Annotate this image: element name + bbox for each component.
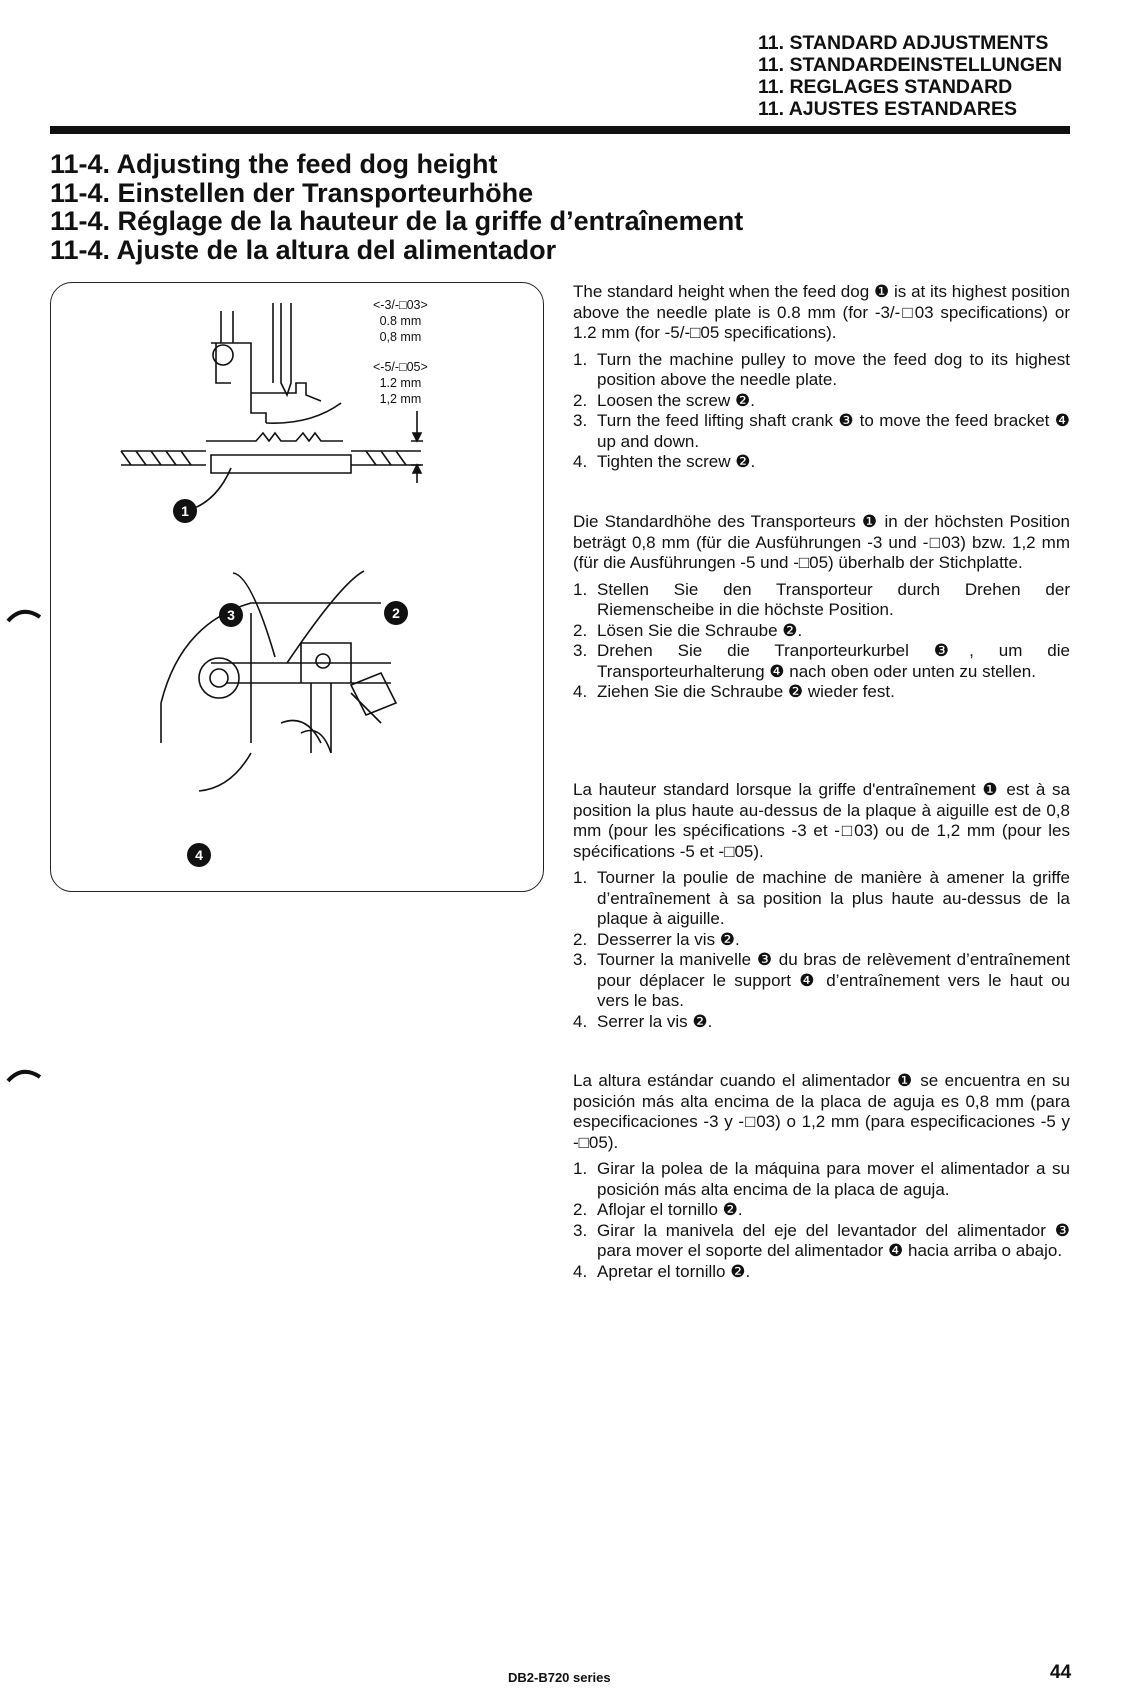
margin-mark (6, 1063, 46, 1085)
title-de: 11-4. Einstellen der Transporteurhöhe (50, 177, 534, 208)
step-text: Girar la polea de la máquina para mover el alimentador a su posición más alta encima de la placa de aguja. (597, 1159, 1070, 1199)
step-text: Aflojar el tornillo ❷. (597, 1200, 743, 1219)
header-line: 11. AJUSTES ESTANDARES (758, 98, 1017, 120)
intro-text: La hauteur standard lorsque la griffe d'entraînement ❶ est à sa position la plus haute au-dessus de la plaque à aiguille est de 0,8 mm (pour les spécifications -3 et -□03) ou de 1,2 mm (pour les spécifications -5 et -□05). (573, 780, 1070, 861)
step-number: 2. (573, 929, 588, 949)
steps-list (573, 1159, 1070, 1282)
step-number: 4. (573, 1011, 588, 1031)
header-line: 11. STANDARDEINSTELLUNGEN (758, 54, 1063, 76)
step-item (573, 1262, 1070, 1283)
step-item (573, 1200, 1070, 1221)
step-number: 2. (573, 390, 588, 410)
step-number: 1. (573, 349, 588, 369)
callout-4: 4 (187, 843, 211, 867)
step-text: Lösen Sie die Schraube ❷. (597, 620, 803, 640)
step-text: Ziehen Sie die Schraube ❷ wieder fest. (597, 682, 895, 701)
step-text: Stellen Sie den Transporteur durch Drehen der Riemenscheibe in die höchste Position. (597, 579, 1070, 619)
callout-2: 2 (384, 601, 408, 625)
spec-label: <-3/-□03> (373, 298, 428, 312)
feed-dog-illustration (50, 282, 544, 892)
step-number: 3. (573, 1220, 588, 1240)
spec-5 (373, 359, 428, 407)
step-number: 2. (573, 1200, 588, 1219)
step-number: 1. (573, 579, 588, 599)
step-text: Turn the feed lifting shaft crank ❸ to move the feed bracket ❹ up and down. (597, 411, 1070, 451)
step-number: 1. (573, 1159, 588, 1178)
section-fr (573, 780, 1070, 1032)
intro-text: Die Standardhöhe des Transporteurs ❶ in der höchsten Position beträgt 0,8 mm (für die Ausführungen -3 und -□03) bzw. 1,2 mm (für die Ausführungen -5 und -□05) überhalb der Stichplatte. (573, 512, 1070, 572)
step-text: Tighten the screw ❷. (597, 452, 756, 471)
step-number: 1. (573, 868, 588, 887)
step-number: 3. (573, 641, 588, 660)
section-en (573, 282, 1070, 473)
step-text: Tourner la poulie de machine de manière à amener la griffe d’entraînement à sa position la plus haute au-dessus de la plaque à aiguille. (597, 868, 1070, 928)
step-item (573, 1159, 1070, 1200)
steps-list (573, 350, 1070, 473)
step-text: Desserrer la vis ❷. (597, 929, 740, 949)
step-text: Turn the machine pulley to move the feed dog to its highest position above the needle plate. (597, 349, 1070, 389)
section-de (573, 512, 1070, 703)
spec-value: 1,2 mm (379, 392, 422, 406)
step-number: 4. (573, 1261, 588, 1281)
section-header (758, 32, 1062, 120)
spec-value: 0.8 mm (379, 314, 422, 328)
step-item (573, 621, 1070, 642)
step-item (573, 682, 1070, 703)
margin-mark (6, 603, 46, 625)
spec-value: 1.2 mm (379, 376, 422, 390)
footer-series: DB2-B720 series (508, 1670, 611, 1685)
step-text: Girar la manivela del eje del levantador del alimentador ❸ para mover el soporte del alimentador ❹ hacia arriba o abajo. (597, 1220, 1070, 1260)
step-item (573, 950, 1070, 1012)
callout-1: 1 (173, 499, 197, 523)
header-line: 11. REGLAGES STANDARD (758, 76, 1013, 98)
step-number: 2. (573, 620, 588, 640)
step-item (573, 1012, 1070, 1033)
step-item (573, 411, 1070, 452)
step-number: 3. (573, 411, 588, 430)
intro-text: The standard height when the feed dog ❶ is at its highest position above the needle plate is 0.8 mm (for -3/-□03 specifications) or 1.2 mm (for -5/-□05 specifications). (573, 282, 1070, 342)
title-es: 11-4. Ajuste de la altura del alimentador (50, 234, 557, 265)
steps-list (573, 868, 1070, 1032)
step-item (573, 580, 1070, 621)
steps-list (573, 580, 1070, 703)
step-number: 3. (573, 950, 588, 969)
section-es (573, 1071, 1070, 1282)
step-number: 4. (573, 682, 588, 701)
spec-value: 0,8 mm (379, 330, 422, 344)
presser-foot-shape (211, 303, 321, 423)
intro-text: La altura estándar cuando el alimentador ❶ se encuentra en su posición más alta encima de la placa de aguja es 0,8 mm (para especificaciones -3 y -□03) o 1,2 mm (para especificaciones -5 y -□05). (573, 1071, 1070, 1152)
step-text: Loosen the screw ❷. (597, 390, 755, 410)
step-text: Serrer la vis ❷. (597, 1011, 713, 1031)
illustration-drawing (51, 283, 545, 893)
header-line: 11. STANDARD ADJUSTMENTS (758, 32, 1049, 54)
step-item (573, 1221, 1070, 1262)
page-number: 44 (1050, 1662, 1072, 1683)
step-text: Drehen Sie die Tranporteurkurbel ❸, um die Transporteurhalterung ❹ nach oben oder unten zu stellen. (597, 641, 1070, 681)
step-item (573, 350, 1070, 391)
step-text: Apretar el tornillo ❷. (597, 1261, 751, 1281)
step-item (573, 391, 1070, 412)
spec-label: <-5/-□05> (373, 360, 428, 374)
title-fr: 11-4. Réglage de la hauteur de la griffe d’entraînement (50, 206, 744, 236)
step-item (573, 641, 1070, 682)
step-item (573, 452, 1070, 473)
step-text: Tourner la manivelle ❸ du bras de relèvement d’entraînement pour déplacer le support ❹ d’entraînement vers le haut ou vers le bas. (597, 950, 1070, 1010)
step-item (573, 930, 1070, 951)
header-rule (50, 126, 1070, 134)
title-en: 11-4. Adjusting the feed dog height (50, 149, 498, 179)
spec-3 (373, 297, 428, 345)
step-item (573, 868, 1070, 930)
step-number: 4. (573, 452, 588, 471)
callout-3: 3 (219, 603, 243, 627)
page-title (50, 150, 743, 264)
